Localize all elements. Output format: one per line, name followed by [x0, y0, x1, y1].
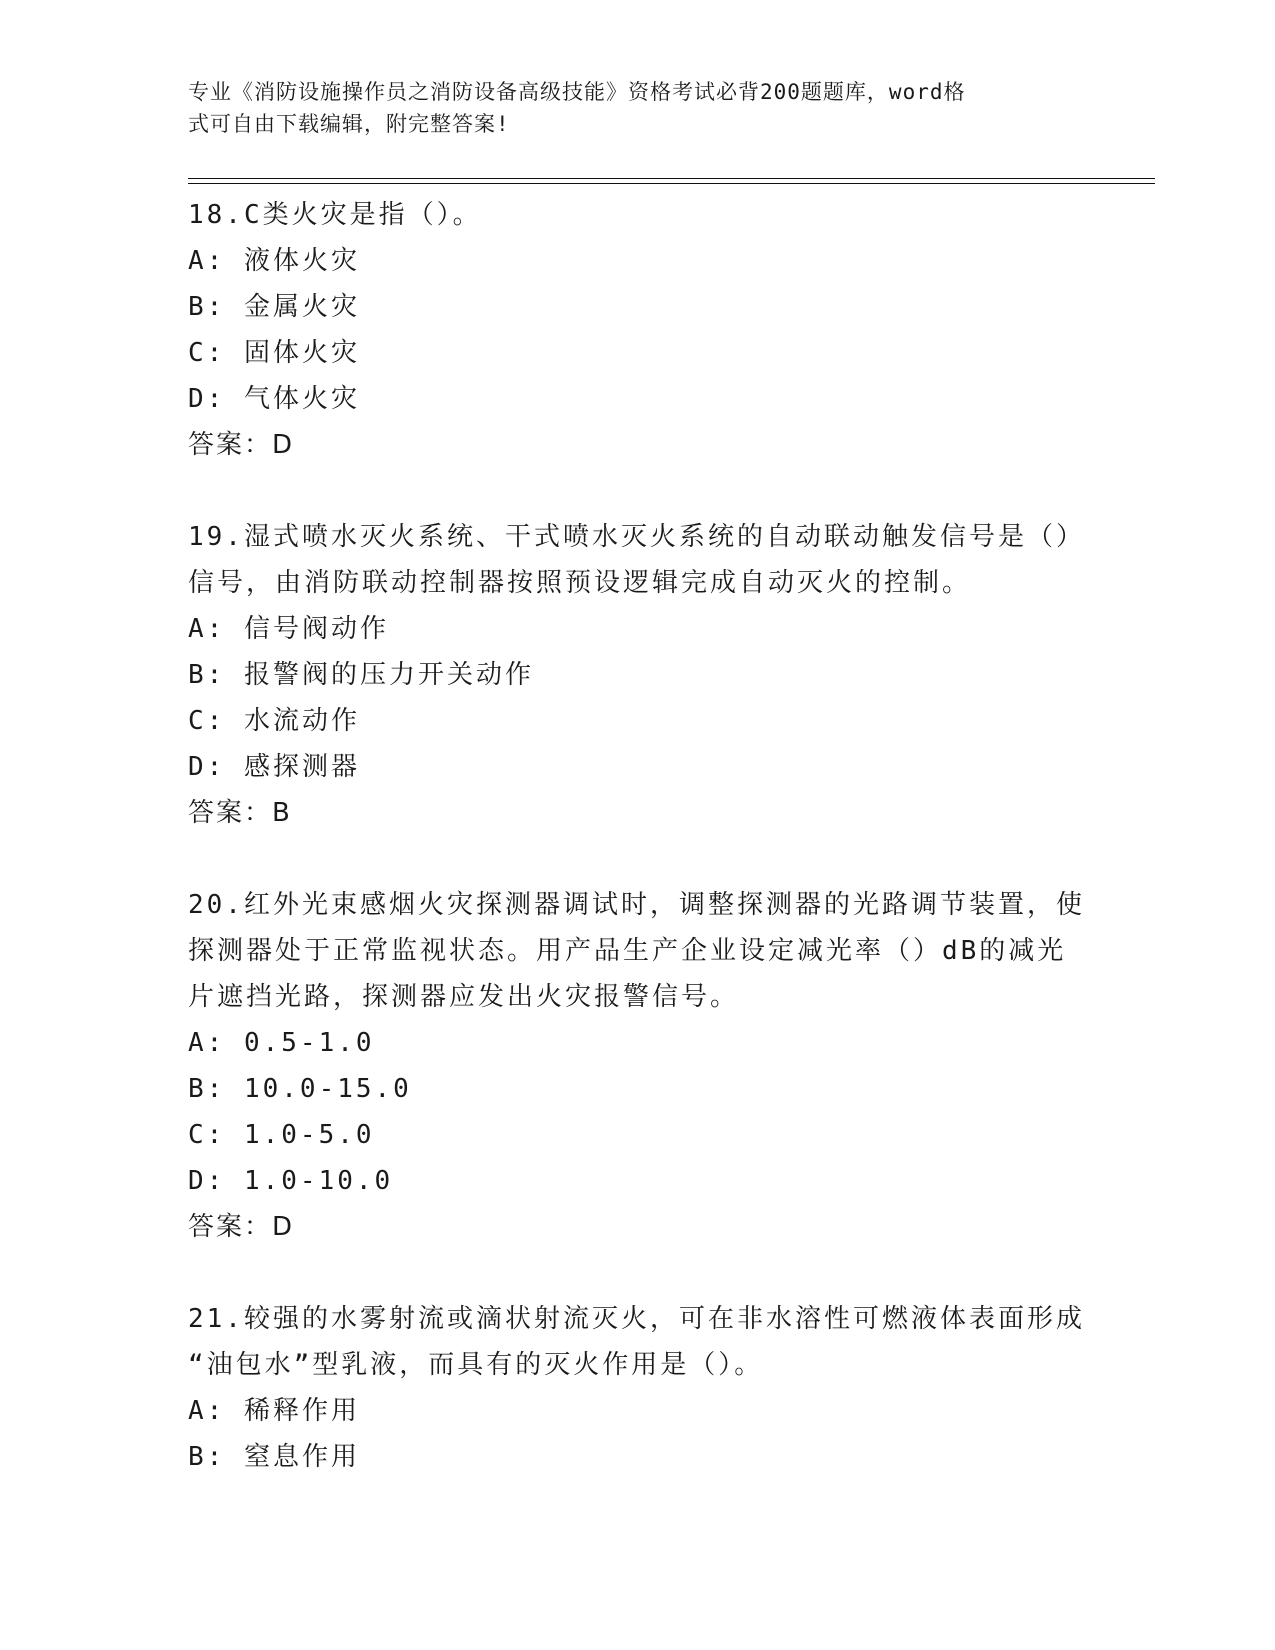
- question-18: [188, 192, 1088, 468]
- question-stem: [188, 882, 1088, 1020]
- question-stem: [188, 514, 1088, 606]
- stem-line: 信号，由消防联动控制器按照预设逻辑完成自动灭火的控制。: [188, 568, 972, 598]
- stem-line: “油包水”型乳液，而具有的灭火作用是（）。: [188, 1350, 764, 1380]
- option-a: A: 信号阀动作: [188, 614, 389, 644]
- option-d: D: 1.0-10.0: [188, 1166, 394, 1196]
- stem-line: 18.C类火灾是指（）。: [188, 200, 482, 230]
- stem-line: 片遮挡光路，探测器应发出火灾报警信号。: [188, 982, 740, 1012]
- header-divider-top: [188, 178, 1155, 179]
- question-stem: [188, 192, 1088, 238]
- stem-line: 21.较强的水雾射流或滴状射流灭火，可在非水溶性可燃液体表面形成: [188, 1304, 1085, 1334]
- option-a: A: 稀释作用: [188, 1396, 360, 1426]
- question-stem: [188, 1296, 1088, 1388]
- stem-line: 探测器处于正常监视状态。用产品生产企业设定减光率（）dB的减光: [188, 936, 1067, 966]
- question-20: [188, 882, 1088, 1250]
- answer-label: 答案：B: [188, 798, 292, 828]
- option-b: B: 报警阀的压力开关动作: [188, 660, 534, 690]
- header-divider-bottom: [188, 183, 1155, 184]
- header-line-1: 专业《消防设施操作员之消防设备高级技能》资格考试必背200题题库，word格: [188, 80, 966, 104]
- option-a: A: 0.5-1.0: [188, 1028, 375, 1058]
- option-d: D: 感探测器: [188, 752, 360, 782]
- document-header: [188, 76, 1088, 140]
- option-c: C: 水流动作: [188, 706, 360, 736]
- option-c: C: 固体火灾: [188, 338, 360, 368]
- option-d: D: 气体火灾: [188, 384, 360, 414]
- question-19: [188, 514, 1088, 836]
- question-list: [188, 192, 1088, 1526]
- stem-line: 19.湿式喷水灭火系统、干式喷水灭火系统的自动联动触发信号是（）: [188, 522, 1085, 552]
- stem-line: 20.红外光束感烟火灾探测器调试时，调整探测器的光路调节装置，使: [188, 890, 1085, 920]
- option-b: B: 10.0-15.0: [188, 1074, 412, 1104]
- answer-label: 答案：D: [188, 1212, 295, 1242]
- option-c: C: 1.0-5.0: [188, 1120, 375, 1150]
- option-a: A: 液体火灾: [188, 246, 360, 276]
- question-21: [188, 1296, 1088, 1480]
- answer-label: 答案：D: [188, 430, 295, 460]
- header-line-2: 式可自由下载编辑，附完整答案!: [188, 112, 510, 136]
- option-b: B: 金属火灾: [188, 292, 360, 322]
- option-b: B: 窒息作用: [188, 1442, 360, 1472]
